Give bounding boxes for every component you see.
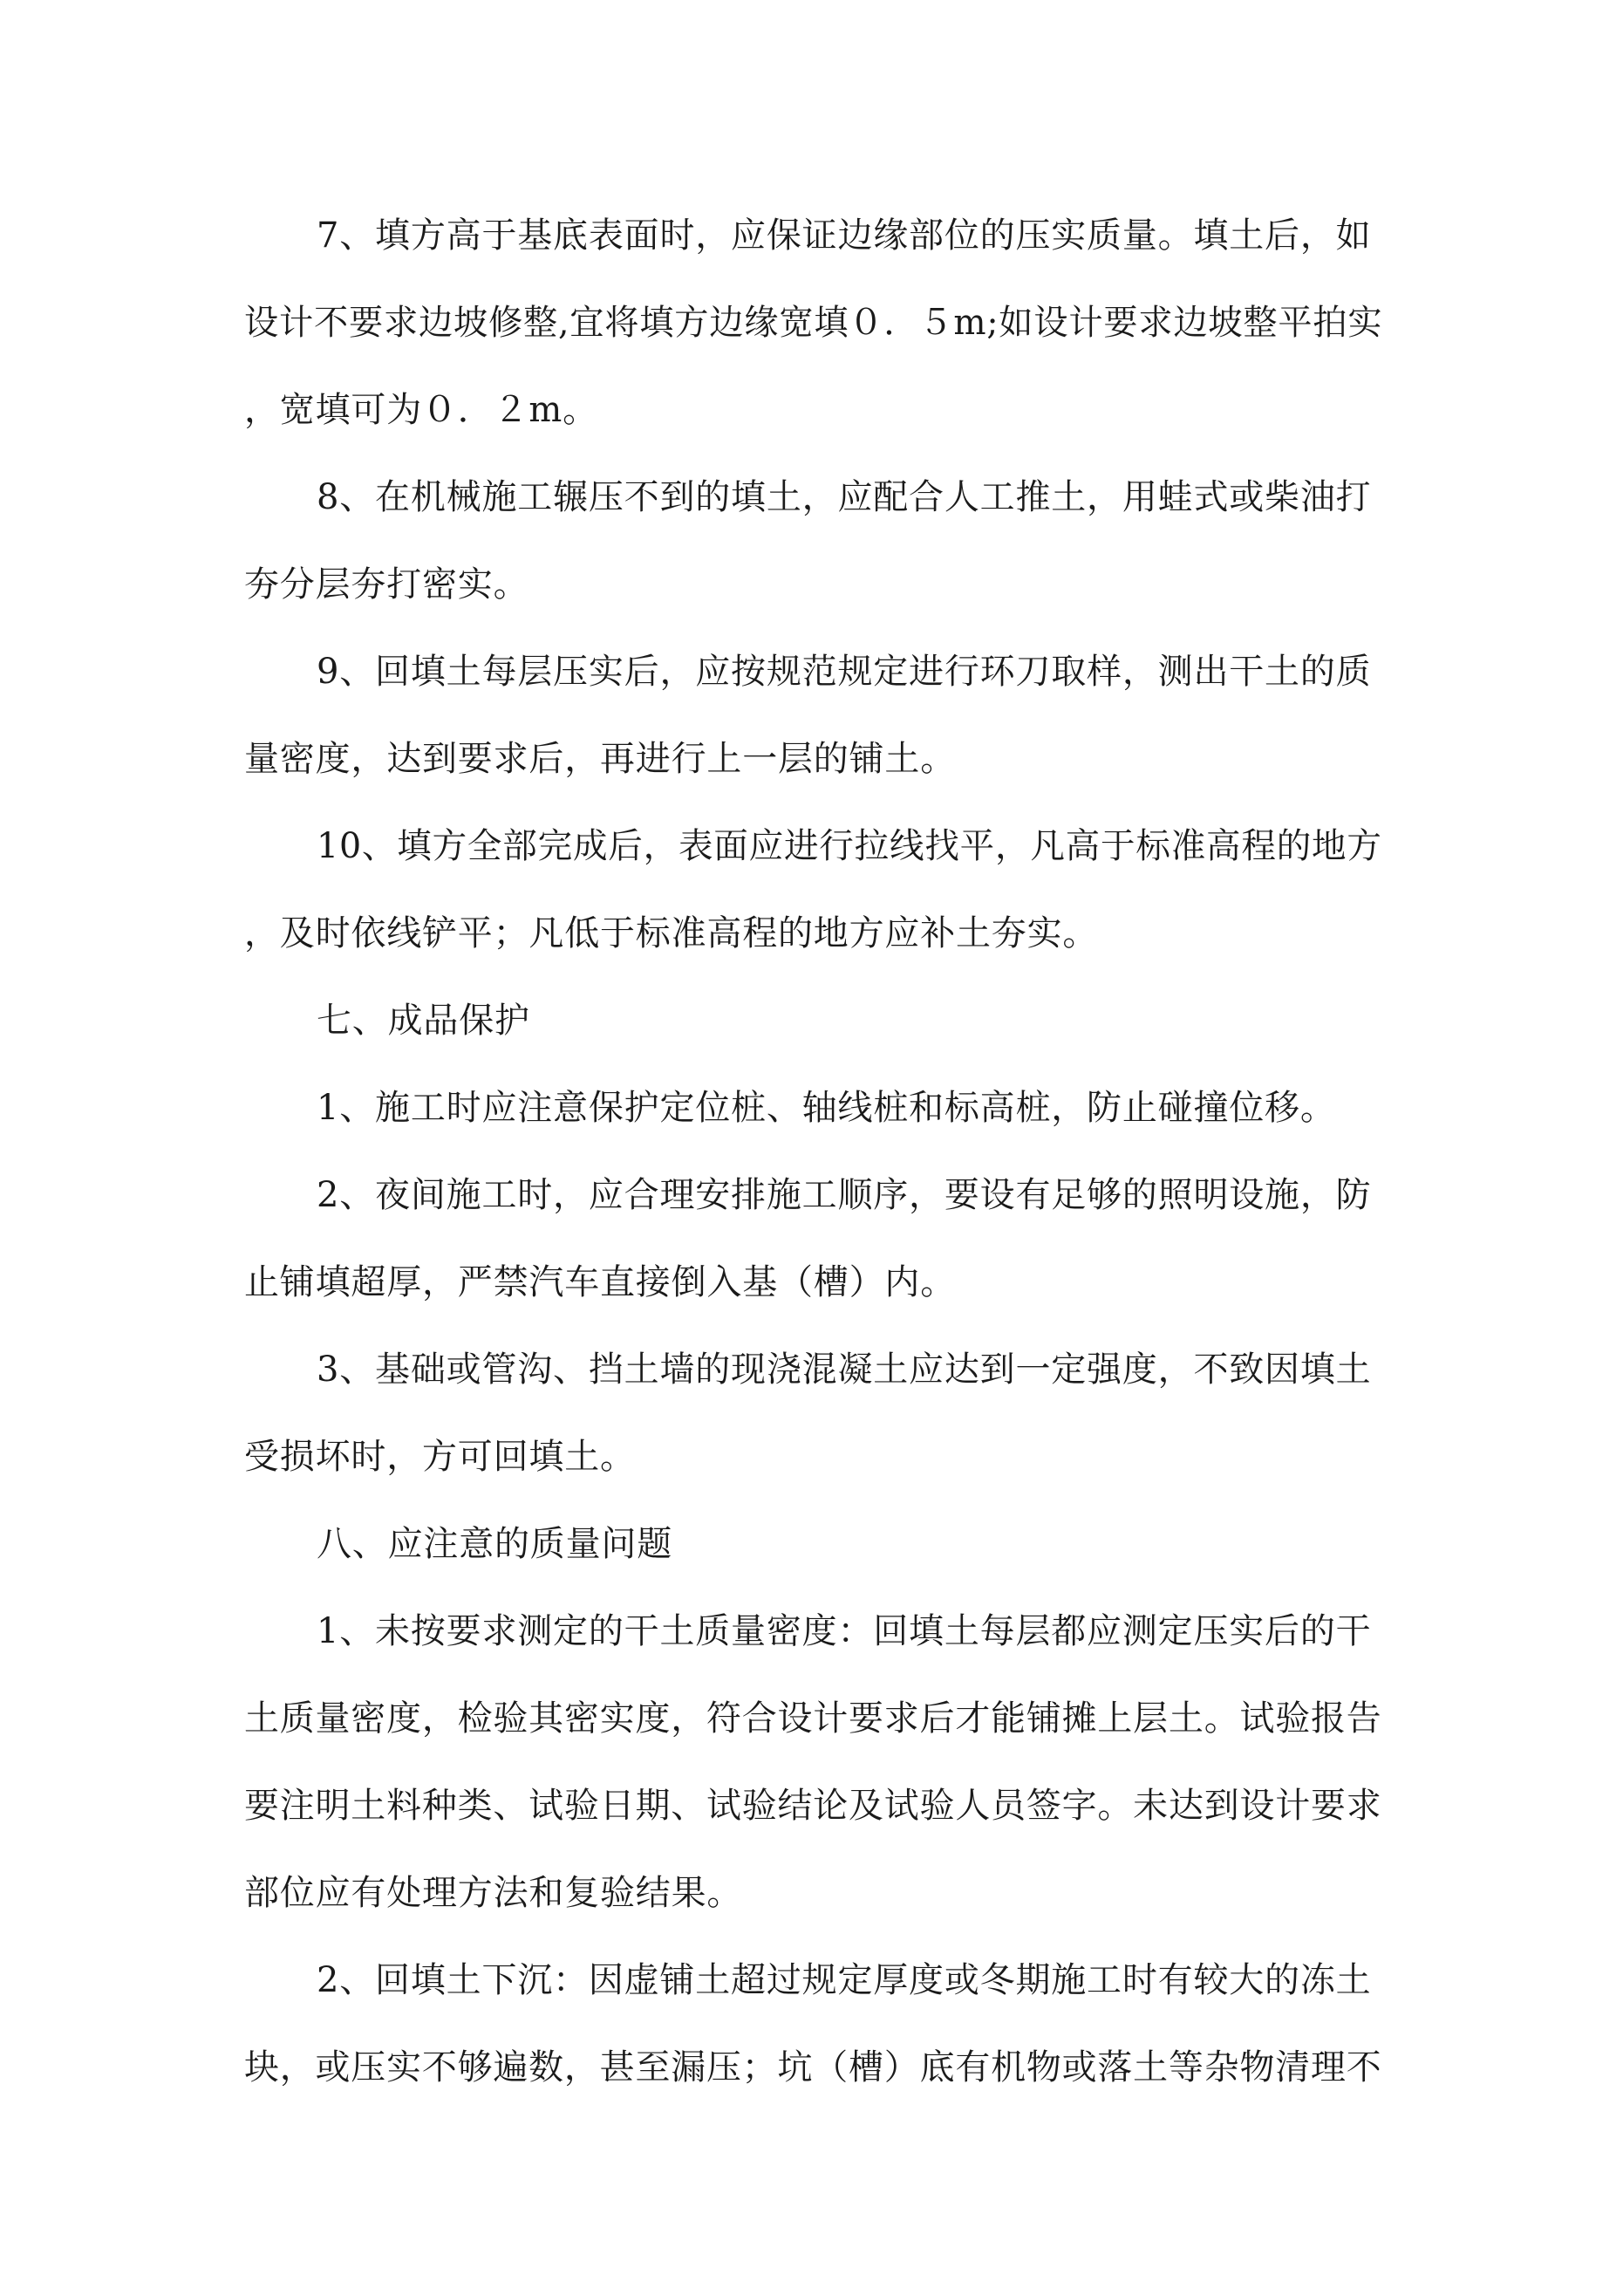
text-line: 2、夜间施工时，应合理安排施工顺序，要设有足够的照明设施，防 xyxy=(317,1175,1372,1215)
text-line: 7、填方高于基底表面时，应保证边缘部位的压实质量。填土后，如 xyxy=(317,215,1372,256)
text-line: 9、回填土每层压实后，应按规范规定进行环刀取样，测出干土的质 xyxy=(317,652,1372,692)
text-line: 1、未按要求测定的干土质量密度：回填土每层都应测定压实后的干 xyxy=(317,1611,1372,1651)
text-line: 1、施工时应注意保护定位桩、轴线桩和标高桩，防止碰撞位移。 xyxy=(317,1088,1336,1128)
text-line: 3、基础或管沟、挡土墙的现浇混凝土应达到一定强度，不致因填土 xyxy=(317,1350,1372,1390)
text-line: 设计不要求边坡修整,宜将填方边缘宽填０．５m;如设计要求边坡整平拍实 xyxy=(244,303,1383,343)
text-line: 受损坏时，方可回填土。 xyxy=(244,1437,636,1477)
text-line: 要注明土料种类、试验日期、试验结论及试验人员签字。未达到设计要求 xyxy=(244,1786,1382,1826)
text-line: 10、填方全部完成后，表面应进行拉线找平，凡高于标准高程的地方 xyxy=(317,826,1382,866)
text-line: 量密度，达到要求后，再进行上一层的铺土。 xyxy=(244,739,956,779)
text-line: ，宽填可为０．２m。 xyxy=(244,390,598,430)
section-heading: 七、成品保护 xyxy=(317,1001,530,1041)
text-line: 土质量密度，检验其密实度，符合设计要求后才能铺摊上层土。试验报告 xyxy=(244,1698,1382,1739)
text-line: 部位应有处理方法和复验结果。 xyxy=(244,1873,743,1913)
text-line: 2、回填土下沉：因虚铺土超过规定厚度或冬期施工时有较大的冻土 xyxy=(317,1960,1372,2000)
section-heading: 八、应注意的质量问题 xyxy=(317,1524,672,1564)
text-line: ，及时依线铲平；凡低于标准高程的地方应补土夯实。 xyxy=(244,913,1099,953)
text-line: 块，或压实不够遍数，甚至漏压；坑（槽）底有机物或落土等杂物清理不 xyxy=(244,2047,1382,2088)
text-line: 夯分层夯打密实。 xyxy=(244,564,529,605)
text-line: 止铺填超厚，严禁汽车直接倒入基（槽）内。 xyxy=(244,1262,956,1302)
text-line: 8、在机械施工辗压不到的填土，应配合人工推土，用蛙式或柴油打 xyxy=(317,477,1372,517)
